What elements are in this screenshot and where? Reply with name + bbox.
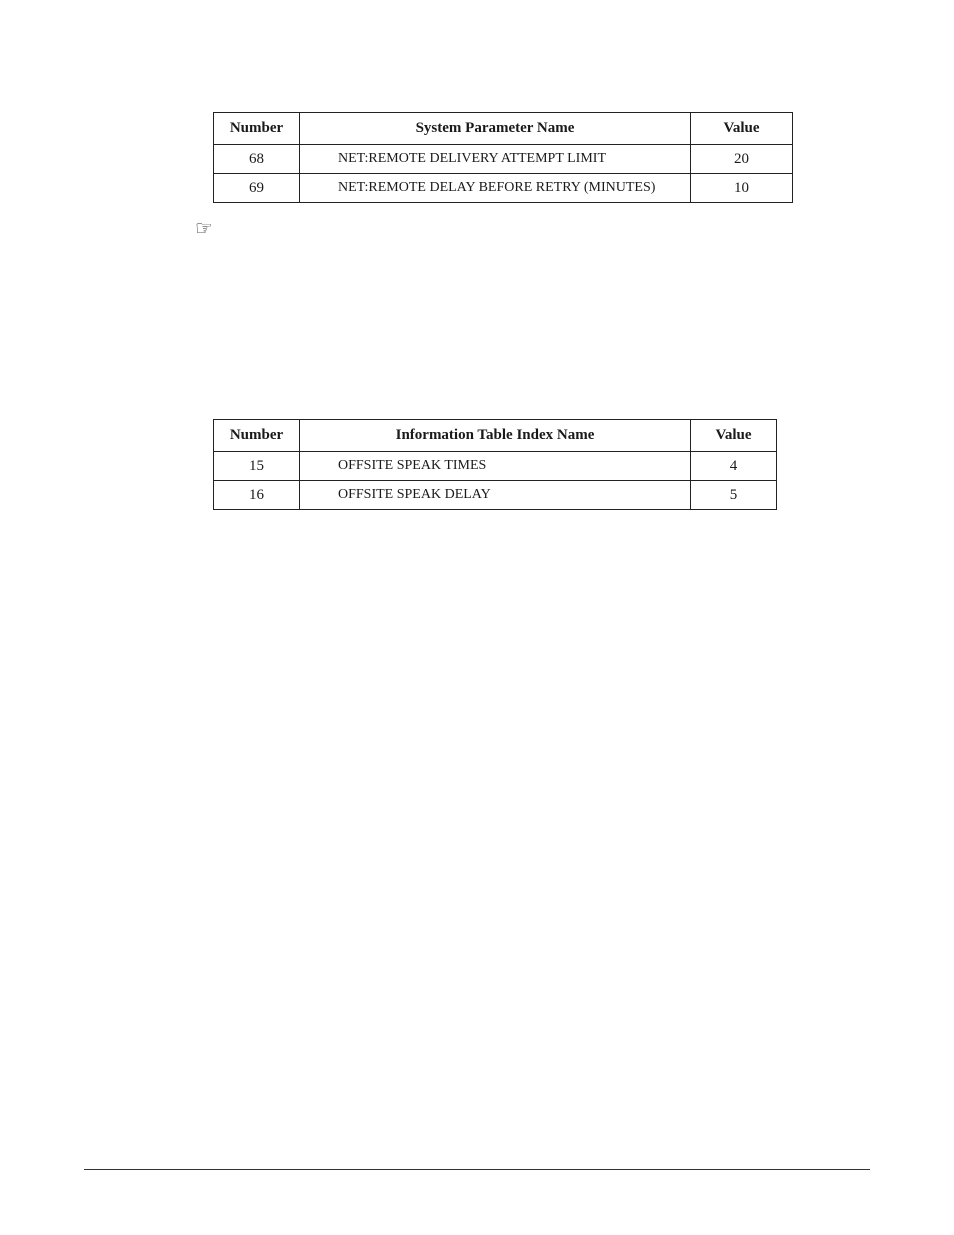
column-header-value: Value — [691, 420, 777, 452]
column-header-name: System Parameter Name — [300, 113, 691, 145]
footer-divider — [84, 1169, 870, 1170]
row-number: 15 — [214, 452, 300, 481]
table-row — [214, 145, 793, 174]
column-header-value: Value — [691, 113, 793, 145]
column-header-number: Number — [214, 113, 300, 145]
row-value: 10 — [691, 174, 793, 203]
column-header-number: Number — [214, 420, 300, 452]
row-value: 20 — [691, 145, 793, 174]
row-number: 68 — [214, 145, 300, 174]
row-number: 16 — [214, 481, 300, 510]
column-header-name: Information Table Index Name — [300, 420, 691, 452]
row-value: 4 — [691, 452, 777, 481]
row-name: NET:REMOTE DELAY BEFORE RETRY (MINUTES) — [300, 174, 691, 203]
row-value: 5 — [691, 481, 777, 510]
system-parameter-table — [213, 112, 793, 203]
table-row — [214, 174, 793, 203]
information-table-index-table — [213, 419, 777, 510]
row-name: OFFSITE SPEAK DELAY — [300, 481, 691, 510]
table-header-row — [214, 113, 793, 145]
row-number: 69 — [214, 174, 300, 203]
row-name: NET:REMOTE DELIVERY ATTEMPT LIMIT — [300, 145, 691, 174]
pointing-hand-icon: ☞ — [195, 216, 213, 240]
row-name: OFFSITE SPEAK TIMES — [300, 452, 691, 481]
table-header-row — [214, 420, 777, 452]
table-row — [214, 452, 777, 481]
table-row — [214, 481, 777, 510]
